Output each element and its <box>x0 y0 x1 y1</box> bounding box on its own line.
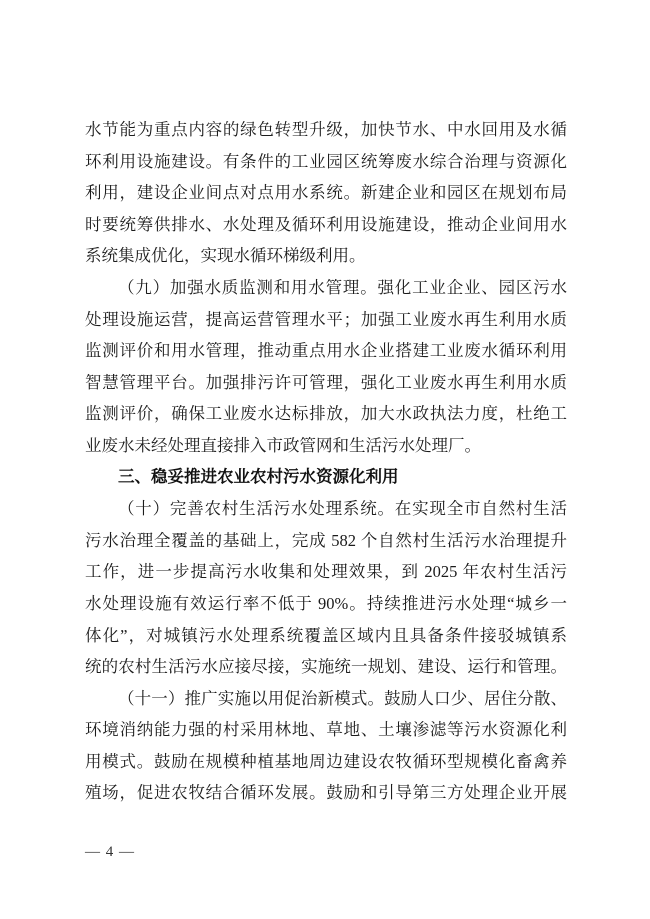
body-line: 利用，建设企业间点对点用水系统。新建企业和园区在规划布局 <box>85 183 567 203</box>
body-line: 环利用设施建设。有条件的工业园区统筹废水综合治理与资源化 <box>85 151 567 171</box>
body-line: 水处理设施有效运行率不低于 90%。持续推进污水处理“城乡一 <box>85 593 567 613</box>
body-line: 体化”，对城镇污水处理系统覆盖区域内且具备条件接驳城镇系 <box>85 625 567 645</box>
body-line-paragraph-nine-start: （九）加强水质监测和用水管理。强化工业企业、园区污水 <box>118 277 567 297</box>
body-line: 工作，进一步提高污水收集和处理效果，到 2025 年农村生活污 <box>85 562 567 582</box>
body-line: 处理设施运营，提高运营管理水平；加强工业废水再生利用水质 <box>85 309 567 329</box>
body-line: 系统集成优化，实现水循环梯级利用。 <box>85 246 366 266</box>
body-line: 污水治理全覆盖的基础上，完成 582 个自然村生活污水治理提升 <box>85 530 567 550</box>
body-line: 用模式。鼓励在规模种植基地周边建设农牧循环型规模化畜禽养 <box>85 751 567 771</box>
body-line: 业废水未经处理直接排入市政管网和生活污水处理厂。 <box>85 435 481 455</box>
body-line: 智慧管理平台。加强排污许可管理，强化工业废水再生利用水质 <box>85 372 567 392</box>
body-line-paragraph-eleven-start: （十一）推广实施以用促治新模式。鼓励人口少、居住分散、 <box>118 688 567 708</box>
document-body <box>85 114 567 809</box>
body-line-paragraph-ten-start: （十）完善农村生活污水处理系统。在实现全市自然村生活 <box>118 499 567 519</box>
body-line: 时要统筹供排水、水处理及循环利用设施建设，推动企业间用水 <box>85 214 567 234</box>
body-line: 统的农村生活污水应接尽接，实施统一规划、建设、运行和管理。 <box>85 657 567 677</box>
body-line: 殖场，促进农牧结合循环发展。鼓励和引导第三方处理企业开展 <box>85 783 567 803</box>
body-line: 监测评价和用水管理，推动重点用水企业搭建工业废水循环利用 <box>85 341 567 361</box>
section-heading: 三、稳妥推进农业农村污水资源化利用 <box>118 467 399 486</box>
body-line: 监测评价，确保工业废水达标排放，加大水政执法力度，杜绝工 <box>85 404 567 424</box>
body-line: 水节能为重点内容的绿色转型升级，加快节水、中水回用及水循 <box>85 120 567 139</box>
page-number: — 4 — <box>85 844 135 860</box>
body-line: 环境消纳能力强的村采用林地、草地、土壤渗滤等污水资源化利 <box>85 720 567 740</box>
